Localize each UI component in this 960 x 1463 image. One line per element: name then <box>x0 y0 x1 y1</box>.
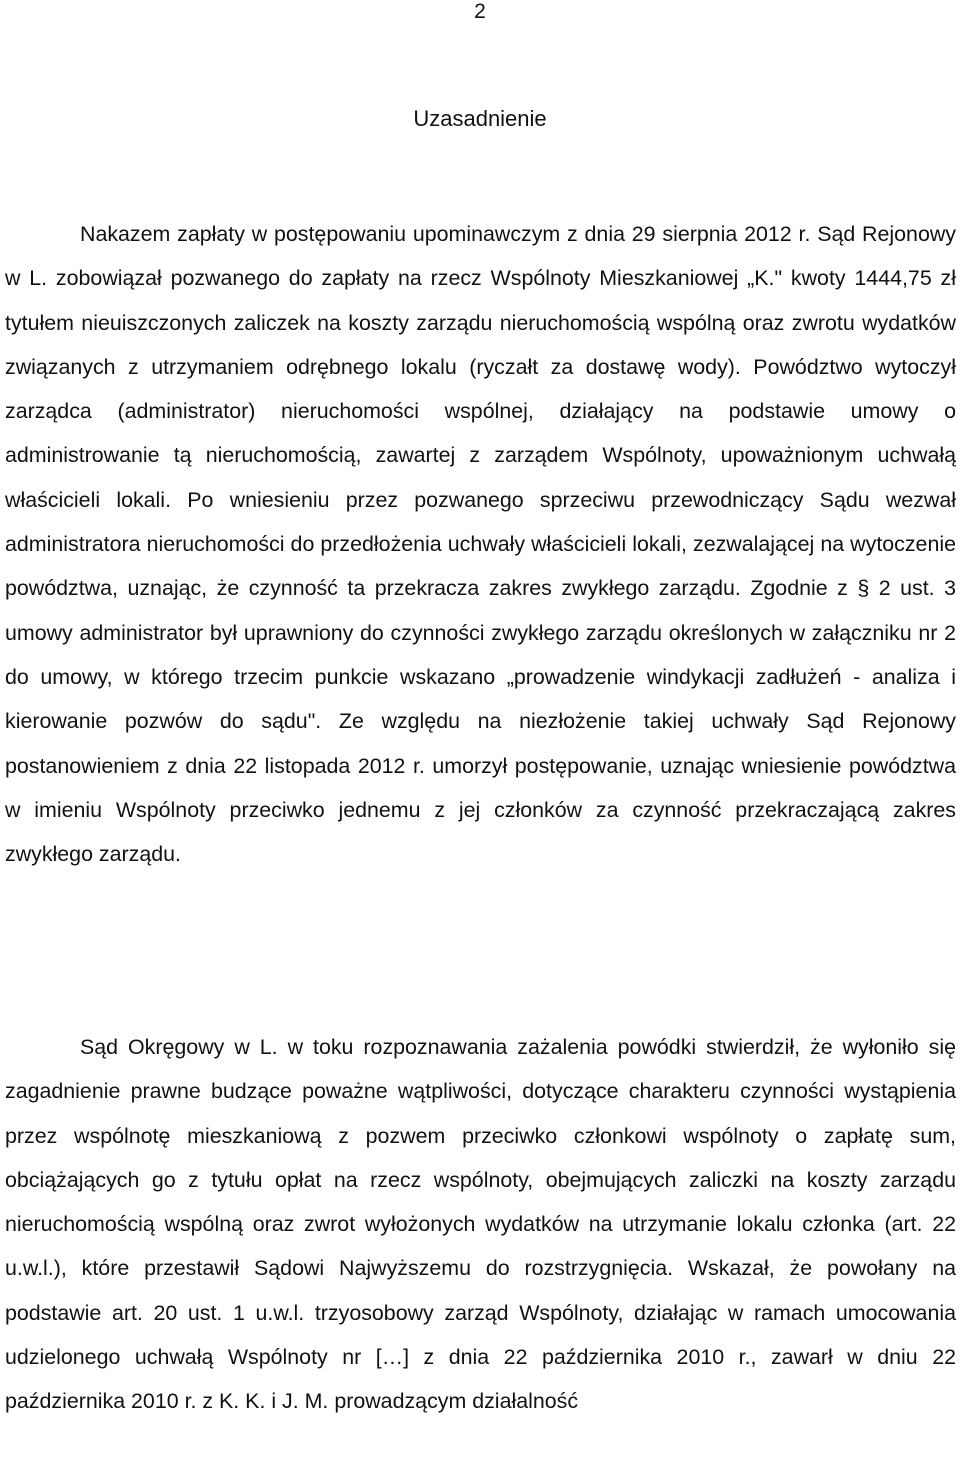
paragraph-2: Sąd Okręgowy w L. w toku rozpoznawania zażalenia powódki stwierdził, że wyłoniło się zagadnienie prawne budzące poważne wątpliwości, dotyczące charakteru czynności wystąpienia przez wspólnotę mieszkaniową z pozwem przeciwko członkowi wspólnoty o zapłatę sum, obciążających go z tytułu opłat na rzecz wspólnoty, obejmujących zaliczki na koszty zarządu nieruchomością wspólną oraz zwrot wyłożonych wydatków na utrzymanie lokalu członka (art. 22 u.w.l.), które przestawił Sądowi Najwyższemu do rozstrzygnięcia. Wskazał, że powołany na podstawie art. 20 ust. 1 u.w.l. trzyosobowy zarząd Wspólnoty, działając w ramach umocowania udzielonego uchwałą Wspólnoty nr […] z dnia 22 października 2010 r., zawarł w dniu 22 października 2010 r. z K. K. i J. M. prowadzącym działalność <box>5 1035 956 1414</box>
page-number: 2 <box>474 0 486 23</box>
document-title: Uzasadnienie <box>413 106 547 131</box>
paragraph-1: Nakazem zapłaty w postępowaniu upominawczym z dnia 29 sierpnia 2012 r. Sąd Rejonowy w L. zobowiązał pozwanego do zapłaty na rzecz Wspólnoty Mieszkaniowej „K." kwoty 1444,75 zł tytułem nieuiszczonych zaliczek na koszty zarządu nieruchomością wspólną oraz zwrotu wydatków związanych z utrzymaniem odrębnego lokalu (ryczałt za dostawę wody). Powództwo wytoczył zarządca (administrator) nieruchomości wspólnej, działający na podstawie umowy o administrowanie tą nieruchomością, zawartej z zarządem Wspólnoty, upoważnionym uchwałą właścicieli lokali. Po wniesieniu przez pozwanego sprzeciwu przewodniczący Sądu wezwał administratora nieruchomości do przedłożenia uchwały właścicieli lokali, zezwalającej na wytoczenie powództwa, uznając, że czynność ta przekracza zakres zwykłego zarządu. Zgodnie z § 2 ust. 3 umowy administrator był uprawniony do czynności zwykłego zarządu określonych w załączniku nr 2 do umowy, w którego trzecim punkcie wskazano „prowadzenie windykacji zadłużeń - analiza i kierowanie pozwów do sądu". Ze względu na niezłożenie takiej uchwały Sąd Rejonowy postanowieniem z dnia 22 listopada 2012 r. umorzył postępowanie, uznając wniesienie powództwa w imieniu Wspólnoty przeciwko jednemu z jej członków za czynność przekraczającą zakres zwykłego zarządu. <box>5 222 956 867</box>
